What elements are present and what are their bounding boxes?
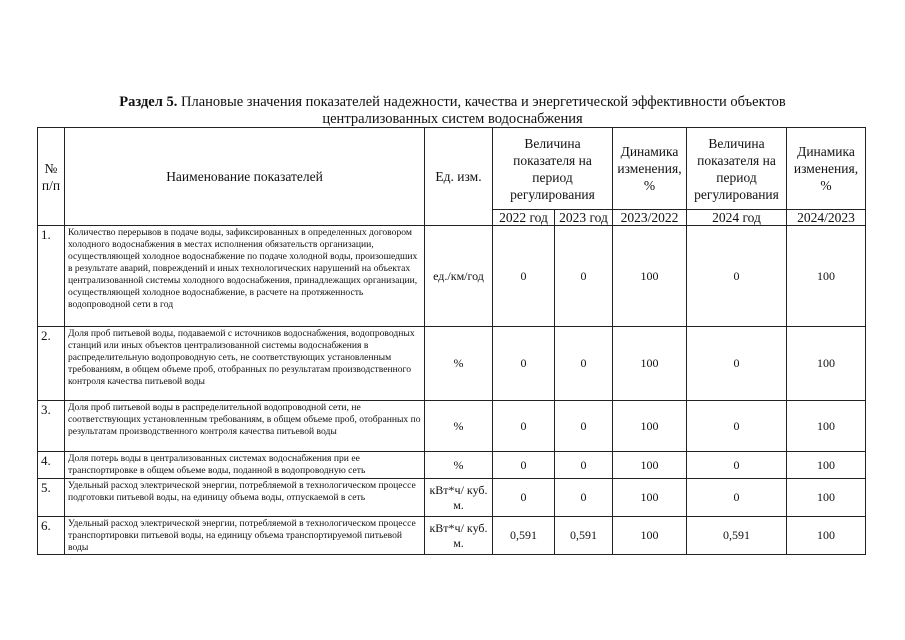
value-2023: 0 [555,401,613,452]
dynamics-2024-2023: 100 [787,452,866,479]
indicator-name: Удельный расход электрической энергии, потребляемой в технологическом процессе подготовки питьевой воды, на единицу объема воды, отпускаемой в сеть [65,479,425,517]
dynamics-2023-2022: 100 [613,452,687,479]
header-year-2024: 2024 год [687,210,787,226]
header-value-period-2: Величина показателя на период регулирования [687,128,787,210]
indicator-name: Доля проб питьевой воды, подаваемой с источников водоснабжения, водопроводных станций или иных объектов централизованной системы водоснабжения в распределительную водопроводную сеть, не соответствующих установленным требованиям, в общем объеме проб, отобранных по результатам производственного контроля качества питьевой воды [65,327,425,401]
table-row [38,479,866,517]
table-row [38,327,866,401]
header-unit: Ед. изм. [425,128,493,226]
value-2022: 0 [493,452,555,479]
header-name: Наименование показателей [65,128,425,226]
value-2024: 0,591 [687,517,787,555]
header-ratio-2023-2022: 2023/2022 [613,210,687,226]
header-ratio-2024-2023: 2024/2023 [787,210,866,226]
value-2022: 0,591 [493,517,555,555]
header-value-period-1: Величина показателя на период регулирования [493,128,613,210]
row-number: 5. [38,479,65,517]
value-2022: 0 [493,327,555,401]
indicator-unit: % [425,327,493,401]
header-dynamics-2: Динамика изменения, % [787,128,866,210]
header-year-2023: 2023 год [555,210,613,226]
value-2023: 0 [555,452,613,479]
row-number: 3. [38,401,65,452]
value-2023: 0 [555,226,613,327]
dynamics-2023-2022: 100 [613,327,687,401]
value-2024: 0 [687,479,787,517]
indicators-table [37,127,866,555]
section-title-number: Раздел 5. [119,94,178,110]
value-2022: 0 [493,226,555,327]
indicator-unit: ед./км/год [425,226,493,327]
value-2023: 0 [555,479,613,517]
dynamics-2023-2022: 100 [613,226,687,327]
table-row [38,517,866,555]
table-row [38,401,866,452]
dynamics-2024-2023: 100 [787,226,866,327]
indicator-name: Доля проб питьевой воды в распределительной водопроводной сети, не соответствующих установленным требованиям, в общем объеме проб, отобранных по результатам производственного контроля качества питьевой воды [65,401,425,452]
table-row [38,226,866,327]
indicator-unit: кВт*ч/ куб. м. [425,479,493,517]
dynamics-2024-2023: 100 [787,401,866,452]
section-title [60,94,845,128]
value-2023: 0 [555,327,613,401]
value-2024: 0 [687,226,787,327]
indicator-name: Удельный расход электрической энергии, потребляемой в технологическом процессе транспортировки питьевой воды, на единицу объема транспортируемой питьевой воды [65,517,425,555]
dynamics-2023-2022: 100 [613,479,687,517]
row-number: 1. [38,226,65,327]
value-2022: 0 [493,479,555,517]
dynamics-2024-2023: 100 [787,327,866,401]
table-row [38,452,866,479]
table-header-row [38,128,866,210]
value-2023: 0,591 [555,517,613,555]
indicator-name: Количество перерывов в подаче воды, зафиксированных в определенных договором холодного водоснабжения в местах исполнения обязательств организации, осуществляющей холодное водоснабжение по подаче холодной воды, произошедших в результате аварий, повреждений и иных технологических нарушений на объектах централизованной системы холодного водоснабжения, принадлежащих организации, осуществляющей холодное водоснабжение, в расчете на протяженность водопроводной сети в год [65,226,425,327]
row-number: 2. [38,327,65,401]
header-year-2022: 2022 год [493,210,555,226]
row-number: 4. [38,452,65,479]
dynamics-2024-2023: 100 [787,517,866,555]
dynamics-2023-2022: 100 [613,517,687,555]
value-2024: 0 [687,401,787,452]
section-title-text: Плановые значения показателей надежности, качества и энергетической эффективности объектов централизованных систем водоснабжения [177,94,786,127]
indicator-unit: кВт*ч/ куб. м. [425,517,493,555]
header-dynamics-1: Динамика изменения, % [613,128,687,210]
value-2022: 0 [493,401,555,452]
value-2024: 0 [687,452,787,479]
header-num: № п/п [38,128,65,226]
indicator-unit: % [425,401,493,452]
row-number: 6. [38,517,65,555]
dynamics-2024-2023: 100 [787,479,866,517]
value-2024: 0 [687,327,787,401]
dynamics-2023-2022: 100 [613,401,687,452]
indicator-name: Доля потерь воды в централизованных системах водоснабжения при ее транспортировке в общем объеме воды, поданной в водопроводную сеть [65,452,425,479]
indicator-unit: % [425,452,493,479]
